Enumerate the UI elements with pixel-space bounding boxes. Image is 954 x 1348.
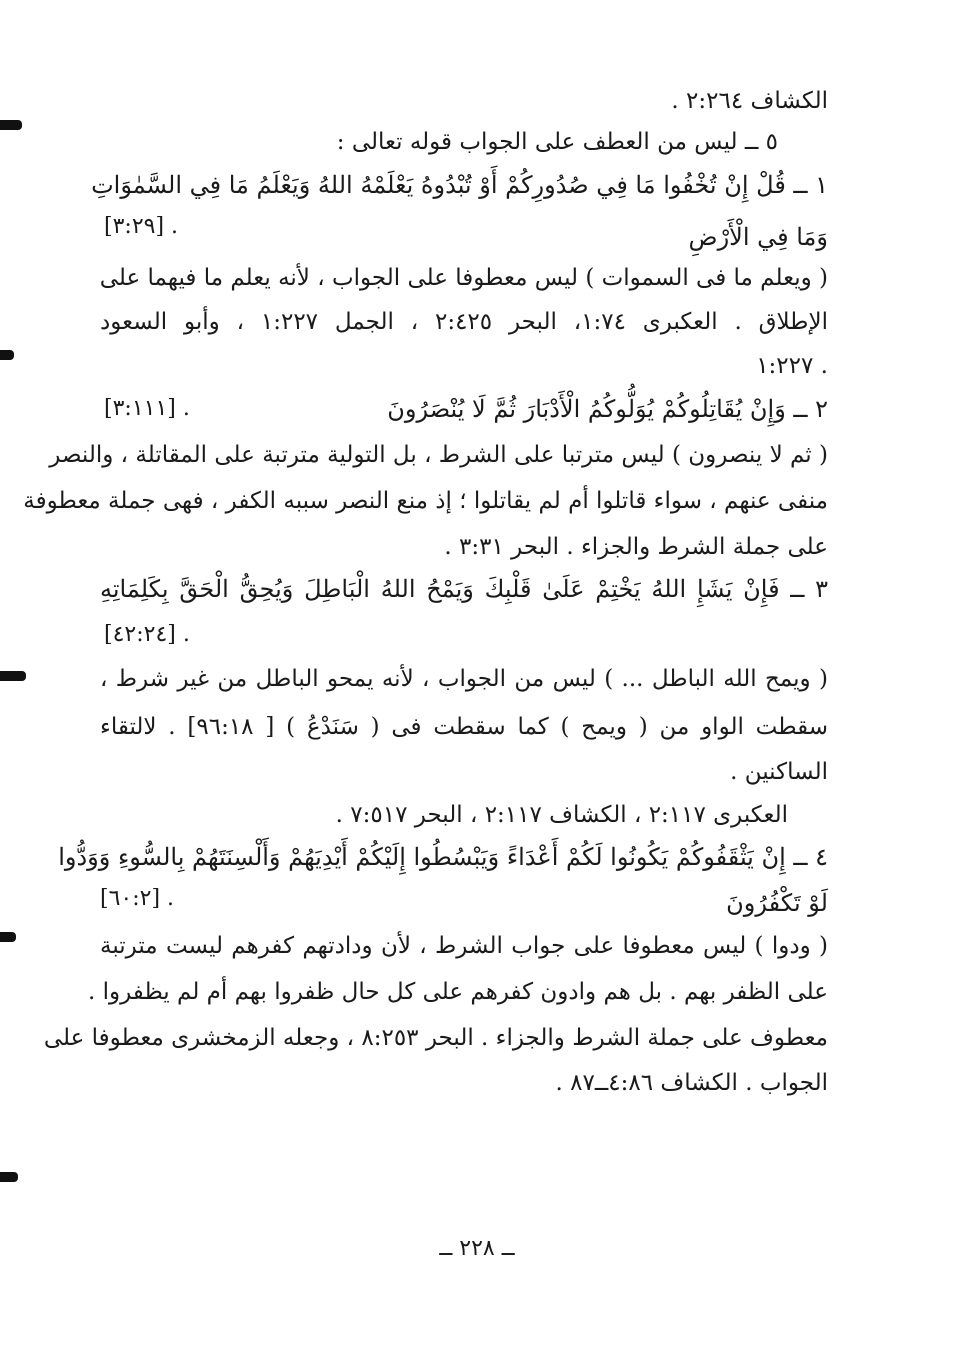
scan-edge-mark [0, 1172, 18, 1182]
text-line: ١:٢٢٧ . [756, 353, 828, 379]
verse-line: ٢ ــ وَإِنْ يُقَاتِلُوكُمْ يُوَلُّوكُمُ الْأَدْبَارَ ثُمَّ لَا يُنْصَرُونَ [387, 395, 828, 423]
text-line: العكبرى ٢:١١٧ ، الكشاف ٢:١١٧ ، البحر ٧:٥١٧ . [335, 802, 788, 828]
text-line: ( ويعلم ما فى السموات ) ليس معطوفا على الجواب ، لأنه يعلم ما فيهما على [99, 265, 828, 291]
verse-reference: [٣:١١١] . [104, 396, 190, 421]
verse-reference: [٤٢:٢٤] . [104, 622, 190, 647]
text-line: الكشاف ٢:٢٦٤ . [671, 88, 828, 114]
text-line: ( ودوا ) ليس معطوفا على جواب الشرط ، لأن ودادتهم كفرهم ليست مترتبة [100, 933, 828, 959]
text-line: الجواب . الكشاف ٤:٨٦ــ٨٧ . [555, 1070, 828, 1096]
text-line: على جملة الشرط والجزاء . البحر ٣:٣١ . [444, 534, 828, 560]
text-line: معطوف على جملة الشرط والجزاء . البحر ٨:٢٥٣ ، وجعله الزمخشرى معطوفا على [43, 1025, 828, 1051]
verse-reference: [٣:٢٩] . [104, 214, 179, 239]
verse-reference: [٦٠:٢] . [100, 886, 175, 911]
section-heading: ٥ ــ ليس من العطف على الجواب قوله تعالى : [336, 129, 778, 155]
scan-edge-mark [0, 120, 22, 130]
verse-line: لَوْ تَكْفُرُونَ [726, 889, 828, 917]
scan-edge-mark [0, 932, 16, 942]
text-line: ( ثم لا ينصرون ) ليس مترتبا على الشرط ، بل التولية مترتبة على المقاتلة ، والنصر [49, 442, 828, 468]
scan-edge-mark [0, 671, 26, 681]
text-line: الإطلاق . العكبرى ١:٧٤، البحر ٢:٤٢٥ ، الجمل ١:٢٢٧ ، وأبو السعود [100, 309, 828, 335]
text-line: منفى عنهم ، سواء قاتلوا أم لم يقاتلوا ؛ إذ منع النصر سببه الكفر ، فهى جملة معطوفة [23, 488, 828, 514]
text-line: الساكنين . [730, 759, 828, 785]
verse-line: ٣ ــ فَإِنْ يَشَإِ اللهُ يَخْتِمْ عَلَىٰ قَلْبِكَ وَيَمْحُ اللهُ الْبَاطِلَ وَيُحِقُّ الْحَقَّ بِكَلِمَاتِهِ [100, 575, 828, 603]
verse-line: ٤ ــ إِنْ يَثْقَفُوكُمْ يَكُونُوا لَكُمْ أَعْدَاءً وَيَبْسُطُوا إِلَيْكُمْ أَيْدِيَهُمْ وَأَلْسِنَتَهُمْ بِالسُّوءِ وَوَدُّوا [58, 843, 828, 871]
verse-line: ١ ــ قُلْ إِنْ تُخْفُوا مَا فِي صُدُورِكُمْ أَوْ تُبْدُوهُ يَعْلَمْهُ اللهُ وَيَعْلَمُ مَا فِي السَّمٰوَاتِ [91, 171, 828, 199]
text-line: على الظفر بهم . بل هم وادون كفرهم على كل حال ظفروا بهم أم لم يظفروا . [88, 979, 828, 1005]
page-number: ــ ٢٢٨ ــ [439, 1236, 515, 1261]
text-line: ( ويمح الله الباطل ... ) ليس من الجواب ، لأنه يمحو الباطل من غير شرط ، [100, 666, 828, 692]
scan-edge-mark [0, 350, 14, 360]
verse-line: وَمَا فِي الْأَرْضِ [688, 223, 828, 251]
text-line: سقطت الواو من ( ويمح ) كما سقطت فى ( سَنَدْعُ ) [ ٩٦:١٨] . لالتقاء [100, 714, 828, 740]
